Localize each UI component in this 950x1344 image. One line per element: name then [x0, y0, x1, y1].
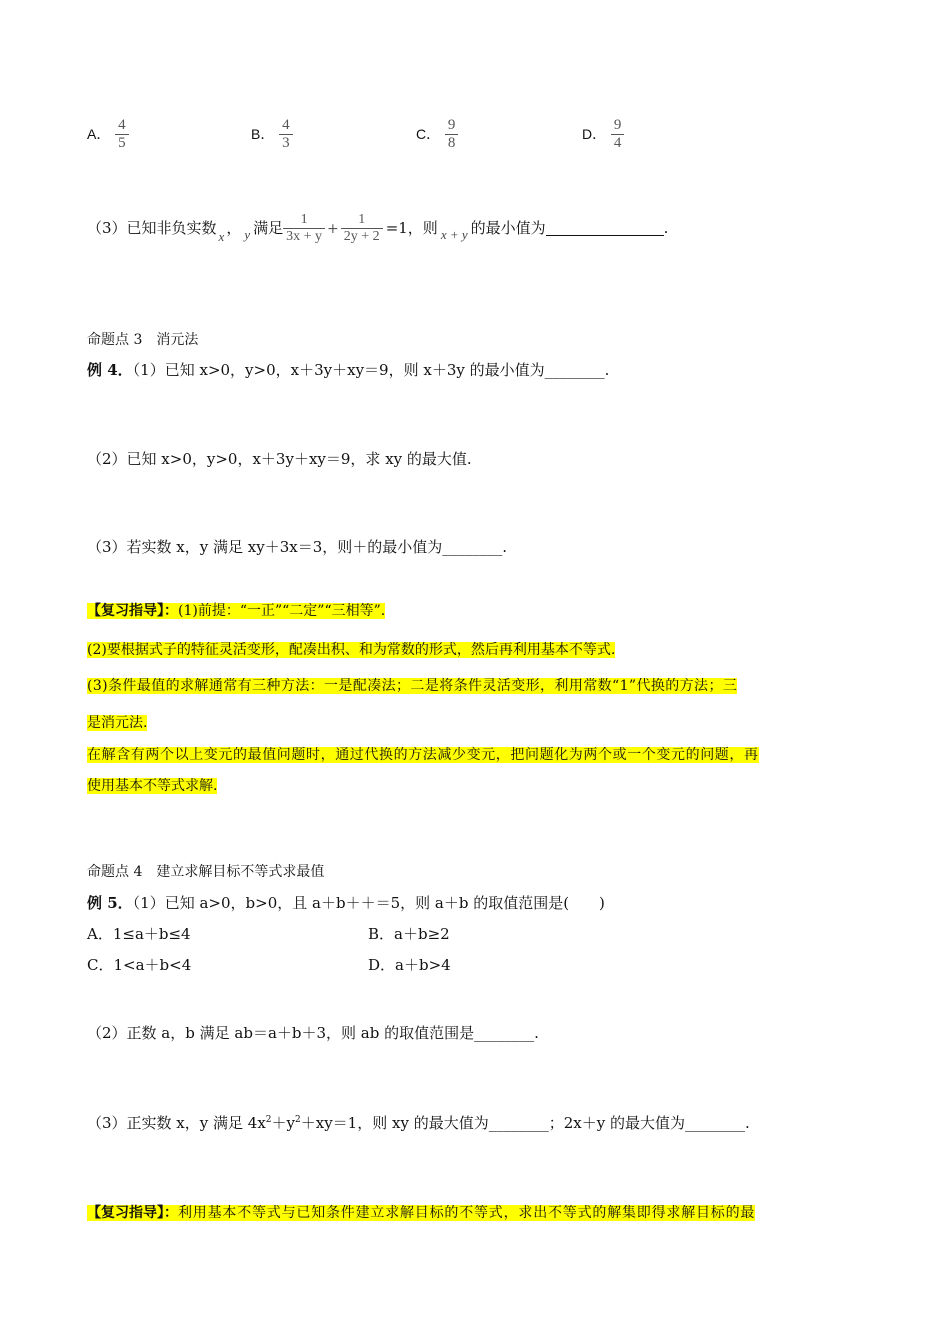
fraction	[115, 117, 129, 153]
var-x: x	[218, 229, 225, 245]
guide-line	[87, 679, 737, 693]
numerator: 1	[300, 212, 308, 227]
question-text: ＋xy＝1，则 xy 的最大值为________；2x＋y 的最大值为________.	[300, 1114, 750, 1132]
numerator: 4	[282, 117, 290, 133]
guide-line	[87, 748, 759, 762]
denominator: 2y + 2	[341, 228, 383, 245]
choice-label: C．	[416, 125, 441, 142]
example-label: 例 5．	[87, 894, 133, 912]
guide-text: 在解含有两个以上变元的最值问题时，通过代换的方法减少变元，把问题化为两个或一个变元的问题，再	[87, 747, 759, 763]
denominator: 3x + y	[283, 228, 325, 245]
superscript: 2	[265, 1115, 272, 1125]
superscript: 2	[295, 1115, 301, 1125]
option-d[interactable]: D．a＋b>4	[368, 956, 451, 974]
guide-tag: 【复习指导】：	[87, 1205, 178, 1221]
question-text: .	[663, 219, 669, 238]
guide-line	[87, 643, 615, 657]
guide-text: 利用基本不等式与已知条件建立求解目标的不等式，求出不等式的解集即得求解目标的最	[178, 1205, 756, 1221]
guide-line	[87, 779, 217, 793]
example-4	[87, 363, 609, 378]
question-text: （1）已知 a>0，b>0，且 a＋b＋＋＝5，则 a＋b 的取值范围是( )	[132, 894, 605, 912]
guide-text: (1)前提：“一正”“二定”“三相等”.	[178, 603, 386, 619]
choice-label: D．	[582, 125, 607, 142]
plus-sign: +	[327, 220, 339, 237]
question-text: （3）正实数 x，y 满足 4x	[87, 1114, 266, 1132]
example-5	[87, 896, 605, 911]
fraction	[279, 117, 293, 153]
guide-tag: 【复习指导】：	[87, 603, 178, 619]
choice-c	[416, 117, 458, 153]
section-title: 命题点 3 消元法	[87, 332, 199, 348]
question-text: ＋y	[271, 1114, 296, 1132]
numerator: 1	[358, 212, 366, 227]
question-text: =1，则	[385, 219, 438, 238]
denominator: 5	[115, 134, 129, 152]
denominator: 3	[279, 134, 293, 152]
choice-d	[582, 117, 624, 153]
question-text: ，	[226, 219, 242, 238]
fraction	[341, 212, 383, 245]
choice-label: B．	[251, 125, 275, 142]
question-5-2: （2）正数 a，b 满足 ab＝a＋b＋3，则 ab 的取值范围是________.	[87, 1024, 539, 1042]
guide-line	[87, 604, 385, 618]
numerator: 9	[447, 117, 456, 133]
var-y: y	[244, 227, 251, 243]
option-a[interactable]: A．1≤a＋b≤4	[87, 925, 191, 943]
section-title: 命题点 4 建立求解目标不等式求最值	[87, 864, 325, 880]
numerator: 9	[613, 117, 622, 133]
question-text: （3）已知非负实数	[87, 219, 217, 238]
example-label: 例 4．	[87, 361, 133, 379]
question-3a	[87, 212, 668, 245]
guide-text: 使用基本不等式求解.	[87, 778, 218, 794]
denominator: 8	[445, 134, 459, 152]
question-4-2: （2）已知 x>0，y>0，x＋3y＋xy＝9，求 xy 的最大值.	[87, 450, 472, 468]
guide-text: 是消元法.	[87, 715, 148, 731]
guide-line	[87, 716, 147, 730]
var-xy: x + y	[440, 227, 468, 243]
fraction	[283, 212, 325, 245]
numerator: 4	[118, 117, 126, 133]
review-guide-2	[87, 1206, 755, 1220]
guide-text: (2)要根据式子的特征灵活变形，配凑出积、和为常数的形式，然后再利用基本不等式.	[87, 642, 616, 658]
question-text: （1）已知 x>0，y>0，x＋3y＋xy＝9，则 x＋3y 的最小值为________.	[132, 361, 610, 379]
fraction	[445, 117, 459, 153]
choice-a	[87, 117, 129, 153]
answer-blank[interactable]	[546, 221, 664, 236]
question-text: 的最小值为	[470, 219, 546, 238]
question-5-3	[87, 1116, 750, 1131]
option-b[interactable]: B．a＋b≥2	[368, 925, 450, 943]
question-4-3: （3）若实数 x，y 满足 xy＋3x＝3，则＋的最小值为________.	[87, 538, 508, 556]
denominator: 4	[611, 134, 625, 152]
question-text: 满足	[253, 219, 284, 238]
fraction	[611, 117, 625, 153]
guide-text: (3)条件最值的求解通常有三种方法：一是配凑法；二是将条件灵活变形，利用常数“1”代换的方法；三	[87, 678, 738, 694]
option-c[interactable]: C．1<a＋b<4	[87, 956, 192, 974]
choice-b	[251, 117, 293, 153]
choice-label: A．	[87, 125, 111, 142]
